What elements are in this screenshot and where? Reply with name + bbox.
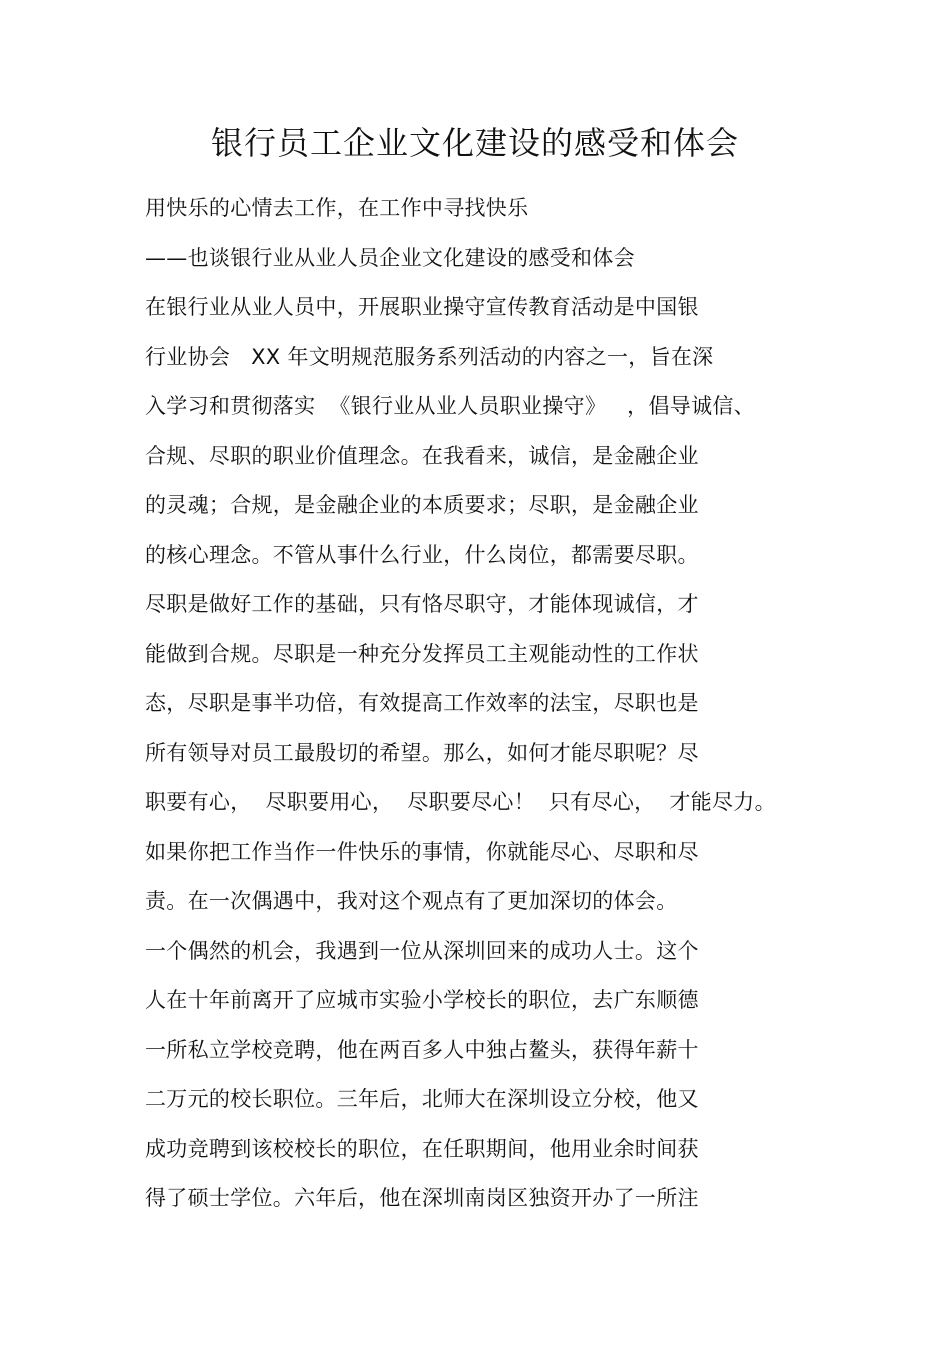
body-line: 职要有心， 尽职要用心， 尽职要尽心！ 只有尽心， 才能尽力。 [145,790,776,814]
body-line: 能做到合规。尽职是一种充分发挥员工主观能动性的工作状 [145,641,699,666]
document-body [145,184,835,1224]
body-line: 合规、尽职的职业价值理念。在我看来，诚信，是金融企业 [145,443,699,468]
body-line: 的核心理念。不管从事什么行业，什么岗位，都需要尽职。 [145,542,699,567]
subtitle-line: 用快乐的心情去工作，在工作中寻找快乐 [145,196,529,220]
body-line: 入学习和贯彻落实 《银行业从业人员职业操守》 ，倡导诚信、 [145,394,755,418]
body-line: 二万元的校长职位。三年后，北师大在深圳设立分校，他又 [145,1087,699,1111]
body-line: 如果你把工作当作一件快乐的事情，你就能尽心、尽职和尽 [145,839,699,864]
subtitle-dash-line: ——也谈银行业从业人员企业文化建设的感受和体会 [145,245,635,270]
body-line: 的灵魂；合规，是金融企业的本质要求；尽职，是金融企业 [145,493,699,517]
body-line: 人在十年前离开了应城市实验小学校长的职位，去广东顺德 [145,988,699,1012]
body-line: 所有领导对员工最殷切的希望。那么，如何才能尽职呢？尽 [145,740,699,765]
body-line: 得了硕士学位。六年后，他在深圳南岗区独资开办了一所注 [145,1186,699,1210]
body-line: 责。在一次偶遇中，我对这个观点有了更加深切的体会。 [145,889,678,913]
document-title: 银行员工企业文化建设的感受和体会 [210,124,739,162]
body-line: 态，尽职是事半功倍，有效提高工作效率的法宝，尽职也是 [145,691,699,715]
body-line: 一个偶然的机会，我遇到一位从深圳回来的成功人士。这个 [145,938,699,963]
body-line: 一所私立学校竞聘，他在两百多人中独占鳌头，获得年薪十 [145,1037,699,1062]
body-line: 行业协会 XX 年文明规范服务系列活动的内容之一，旨在深 [145,344,714,369]
body-line: 成功竞聘到该校校长的职位，在任职期间，他用业余时间获 [145,1136,699,1161]
body-line: 在银行业从业人员中，开展职业操守宣传教育活动是中国银 [145,295,699,319]
body-line: 尽职是做好工作的基础，只有恪尽职守，才能体现诚信，才 [145,592,699,616]
